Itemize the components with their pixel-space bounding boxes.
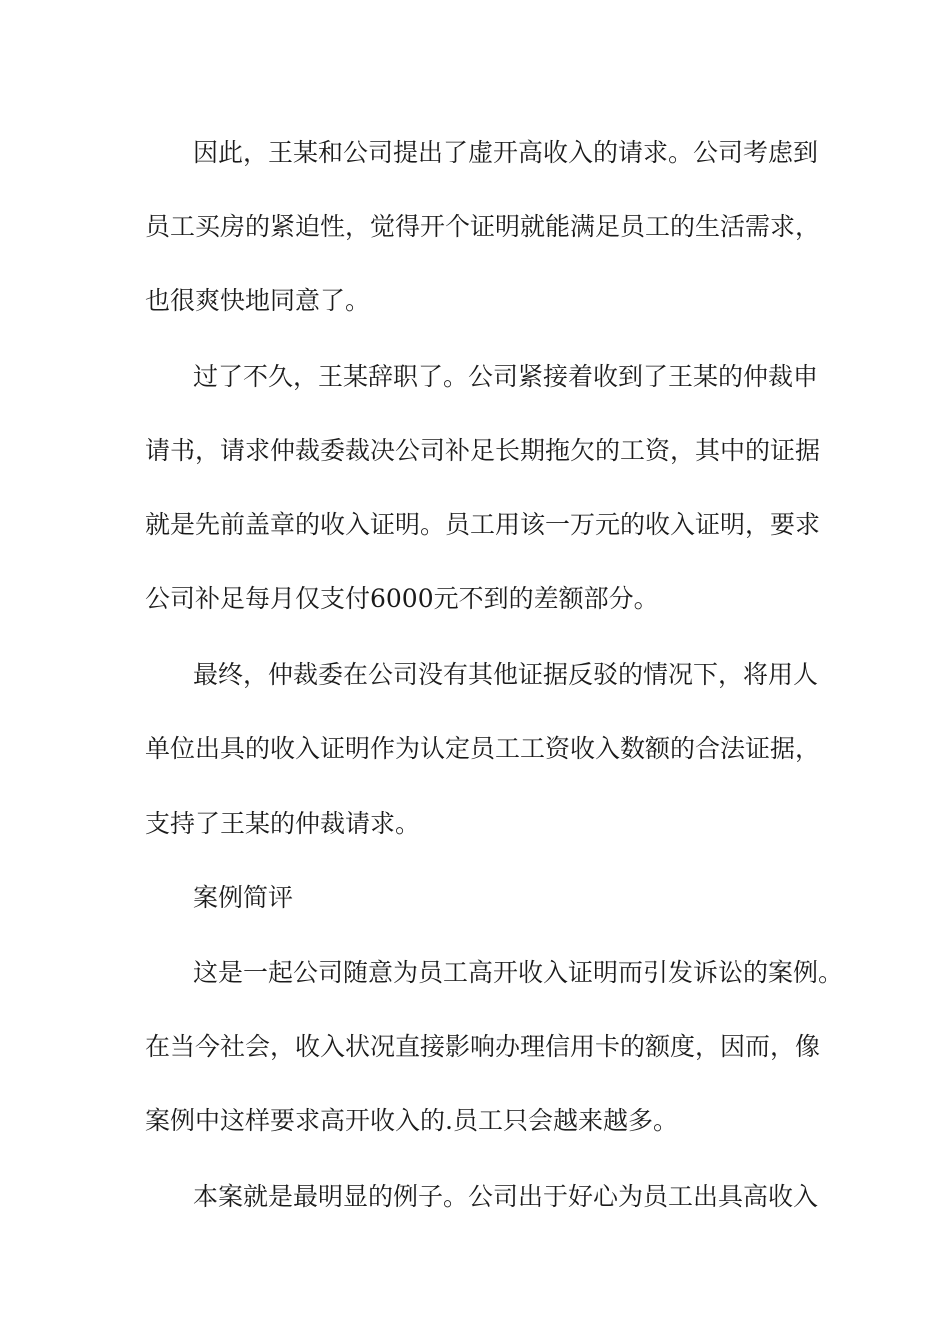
paragraph-line: 也很爽快地同意了。 bbox=[145, 286, 371, 315]
paragraph-line: 本案就是最明显的例子。公司出于好心为员工出具高收入 bbox=[193, 1182, 819, 1211]
paragraph-line: 在当今社会，收入状况直接影响办理信用卡的额度，因而，像 bbox=[145, 1032, 821, 1061]
paragraph-line: 因此，王某和公司提出了虚开高收入的请求。公司考虑到 bbox=[193, 138, 819, 167]
paragraph-line: 单位出具的收入证明作为认定员工工资收入数额的合法证据， bbox=[145, 734, 821, 763]
paragraph-line: 过了不久，王某辞职了。公司紧接着收到了王某的仲裁申 bbox=[193, 362, 819, 391]
paragraph-line: 请书，请求仲裁委裁决公司补足长期拖欠的工资，其中的证据 bbox=[145, 436, 821, 465]
paragraph-line: 这是一起公司随意为员工高开收入证明而引发诉讼的案例。 bbox=[193, 958, 844, 987]
paragraph-line: 员工买房的紧迫性，觉得开个证明就能满足员工的生活需求， bbox=[145, 212, 821, 241]
paragraph-line: 最终，仲裁委在公司没有其他证据反驳的情况下，将用人 bbox=[193, 660, 819, 689]
paragraph-line: 公司补足每月仅支付6000元不到的差额部分。 bbox=[145, 584, 659, 613]
section-heading: 案例简评 bbox=[193, 883, 294, 912]
paragraph-line: 就是先前盖章的收入证明。员工用该一万元的收入证明，要求 bbox=[145, 510, 821, 539]
paragraph-line: 支持了王某的仲裁请求。 bbox=[145, 809, 421, 838]
paragraph-line: 案例中这样要求高开收入的.员工只会越来越多。 bbox=[145, 1106, 678, 1135]
